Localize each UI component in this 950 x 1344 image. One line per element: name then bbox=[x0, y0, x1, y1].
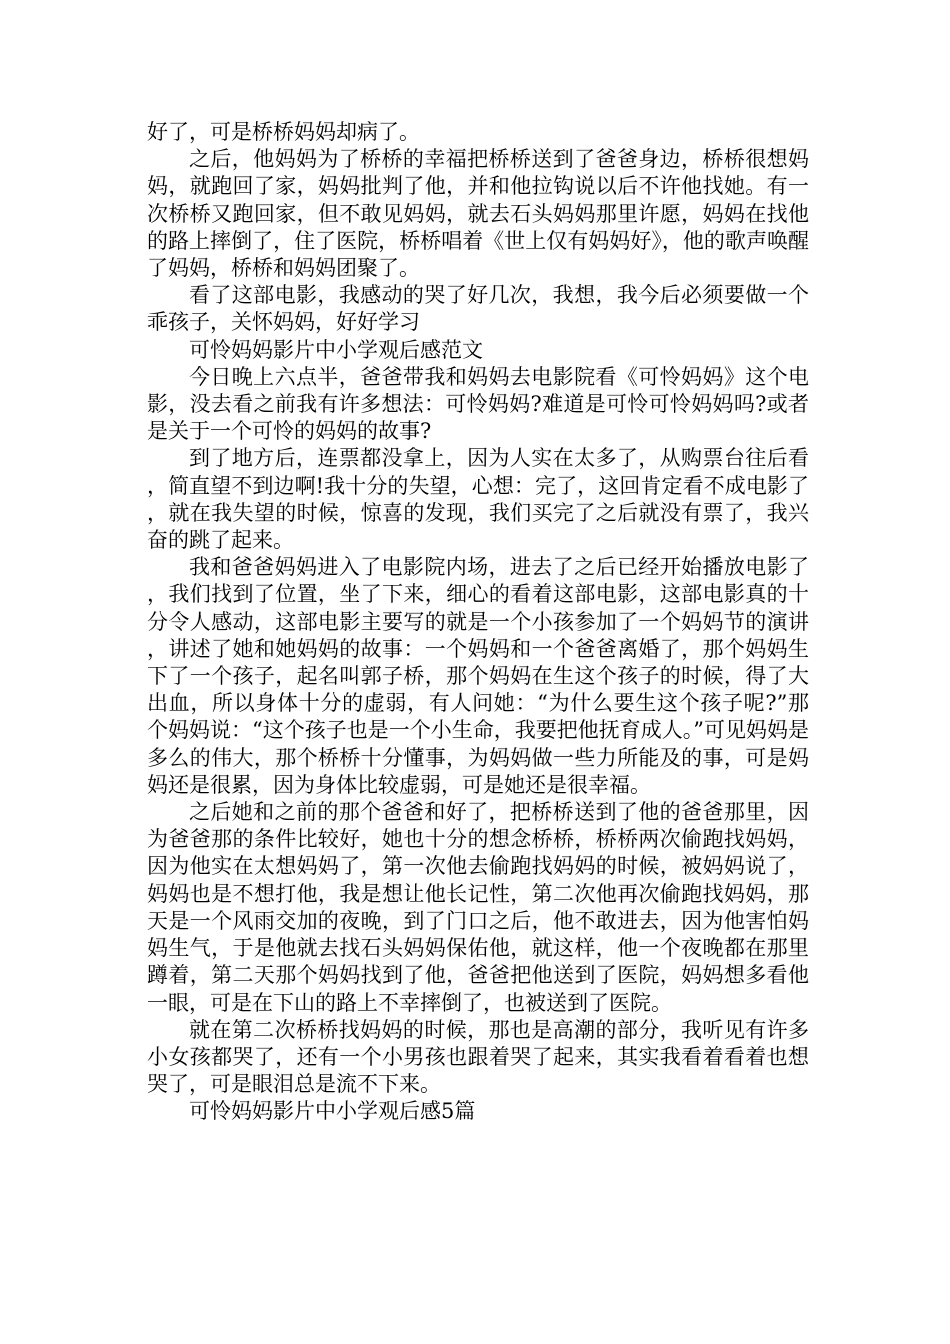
paragraph: 之后，他妈妈为了桥桥的幸福把桥桥送到了爸爸身边，桥桥很想妈妈，就跑回了家，妈妈批判了他，并和他拉钩说以后不许他找她。有一次桥桥又跑回家，但不敢见妈妈，就去石头妈妈那里许愿，妈妈在找他的路上摔倒了，住了医院，桥桥唱着《世上仅有妈妈好》，他的歌声唤醒了妈妈，桥桥和妈妈团聚了。 bbox=[147, 147, 809, 281]
document-body bbox=[147, 119, 809, 1126]
paragraph: 就在第二次桥桥找妈妈的时候，那也是高潮的部分，我听见有许多小女孩都哭了，还有一个小男孩也跟着哭了起来，其实我看着看着也想哭了，可是眼泪总是流不下来。 bbox=[147, 1017, 809, 1097]
section-title: 可怜妈妈影片中小学观后感5篇 bbox=[189, 1099, 476, 1124]
paragraph: 到了地方后，连票都没拿上，因为人实在太多了，从购票台往后看，简直望不到边啊!我十分的失望，心想：完了，这回肯定看不成电影了，就在我失望的时候，惊喜的发现，我们买完了之后就没有票了，我兴奋的跳了起来。 bbox=[147, 446, 809, 553]
paragraph: 我和爸爸妈妈进入了电影院内场，进去了之后已经开始播放电影了，我们找到了位置，坐了下来，细心的看着这部电影，这部电影真的十分令人感动，这部电影主要写的就是一个小孩参加了一个妈妈节的演讲，讲述了她和她妈妈的故事：一个妈妈和一个爸爸离婚了，那个妈妈生下了一个孩子，起名叫郭子桥，那个妈妈在生这个孩子的时候，得了大出血，所以身体十分的虚弱，有人问她：“为什么要生这个孩子呢?”那个妈妈说：“这个孩子也是一个小生命，我要把他抚育成人。”可见妈妈是多么的伟大，那个桥桥十分懂事，为妈妈做一些力所能及的事，可是妈妈还是很累，因为身体比较虚弱，可是她还是很幸福。 bbox=[147, 555, 809, 797]
section-title: 可怜妈妈影片中小学观后感范文 bbox=[189, 337, 483, 362]
paragraph: 看了这部电影，我感动的哭了好几次，我想，我今后必须要做一个乖孩子，关怀妈妈，好好学习 bbox=[147, 283, 809, 335]
paragraph: 今日晚上六点半，爸爸带我和妈妈去电影院看《可怜妈妈》这个电影，没去看之前我有许多想法：可怜妈妈?难道是可怜可怜妈妈吗?或者是关于一个可怜的妈妈的故事? bbox=[147, 364, 809, 444]
paragraph-continuation: 好了，可是桥桥妈妈却病了。 bbox=[147, 120, 420, 144]
paragraph: 之后她和之前的那个爸爸和好了，把桥桥送到了他的爸爸那里，因为爸爸那的条件比较好，她也十分的想念桥桥，桥桥两次偷跑找妈妈，因为他实在太想妈妈了，第一次他去偷跑找妈妈的时候，被妈妈说了，妈妈也是不想打他，我是想让他长记性，第二次他再次偷跑找妈妈，那天是一个风雨交加的夜晚，到了门口之后，他不敢进去，因为他害怕妈妈生气，于是他就去找石头妈妈保佑他，就这样，他一个夜晚都在那里蹲着，第二天那个妈妈找到了他，爸爸把他送到了医院，妈妈想多看他一眼，可是在下山的路上不幸摔倒了，也被送到了医院。 bbox=[147, 800, 809, 1015]
